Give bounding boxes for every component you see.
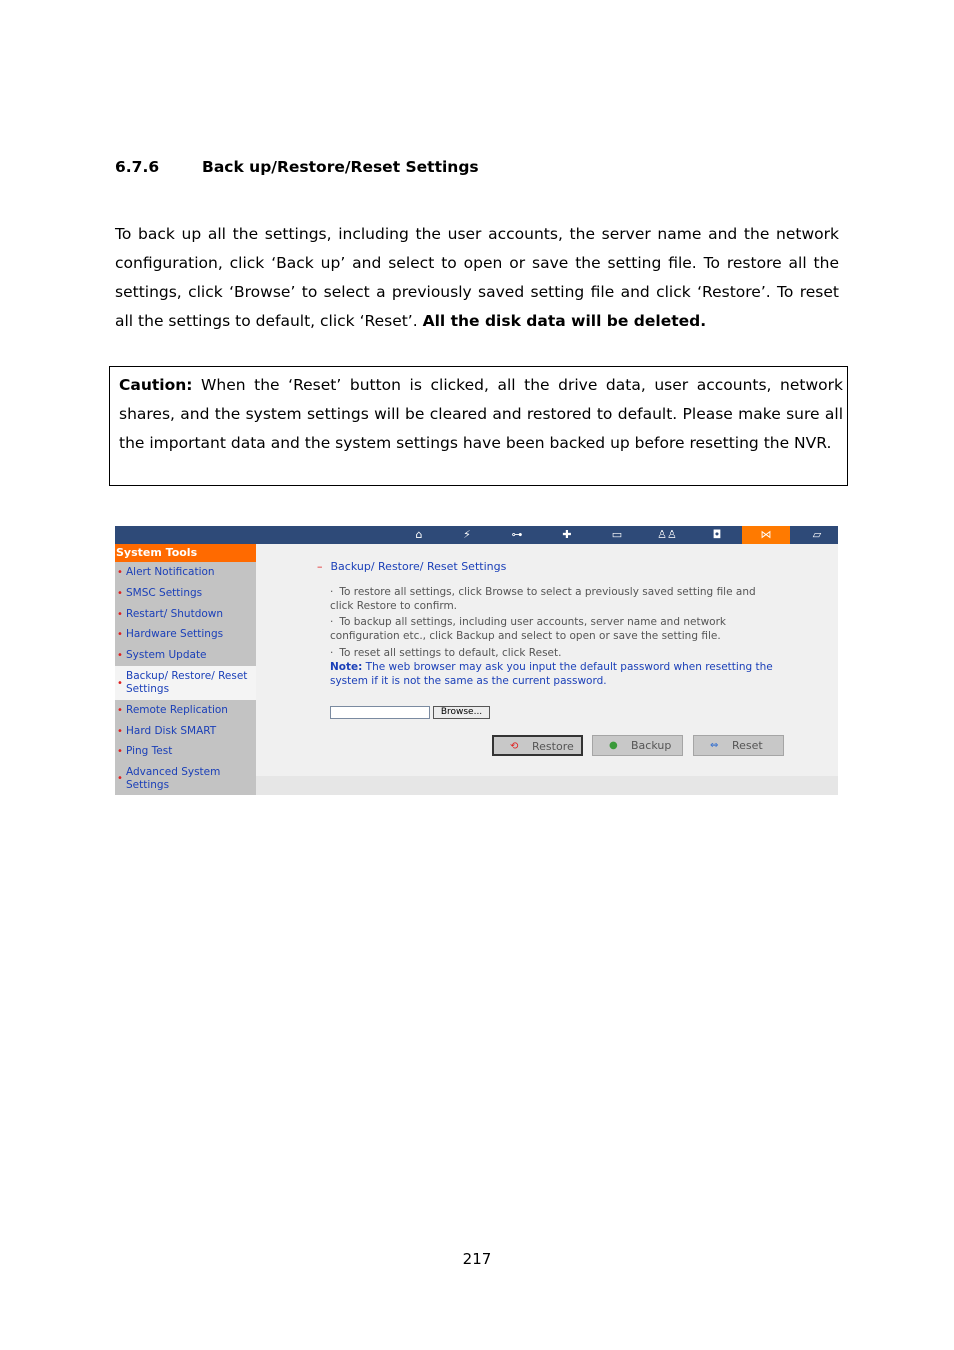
sidebar-item-alert-notification[interactable]: • Alert Notification — [117, 566, 215, 578]
plus-icon[interactable]: ✚ — [562, 528, 572, 541]
sidebar-item-system-update[interactable]: • System Update — [117, 649, 207, 661]
tools-icon[interactable]: ⋈ — [742, 526, 790, 544]
top-toolbar — [115, 526, 838, 544]
browse-button[interactable]: Browse... — [433, 706, 490, 719]
caution-box — [109, 366, 848, 486]
bullet-icon: • — [117, 726, 123, 737]
bullet-icon: • — [117, 678, 123, 689]
intro-paragraph — [115, 220, 839, 336]
bullet-icon: • — [117, 773, 123, 784]
bullet-icon: · — [330, 586, 334, 598]
sidebar-item-remote-replication[interactable]: • Remote Replication — [117, 704, 228, 716]
bullet-icon: · — [330, 616, 334, 628]
disk-icon[interactable]: ▭ — [611, 528, 623, 541]
sidebar-item-advanced-system-settings[interactable]: • Advanced System Settings — [117, 766, 221, 791]
home-icon[interactable]: ⌂ — [415, 528, 423, 541]
sidebar-item-hardware-settings[interactable]: • Hardware Settings — [117, 628, 224, 640]
section-title: Back up/Restore/Reset Settings — [202, 158, 479, 176]
caution-label: Caution: — [119, 376, 193, 394]
network-icon[interactable]: ⊶ — [511, 528, 523, 541]
bullet-icon: • — [117, 609, 123, 620]
monitor-icon[interactable]: ◘ — [712, 528, 722, 541]
sidebar-item-smsc-settings[interactable]: • SMSC Settings — [117, 587, 203, 599]
restore-icon: ⟲ — [510, 741, 519, 752]
sidebar-item-hard-disk-smart[interactable]: • Hard Disk SMART — [117, 725, 217, 737]
backup-icon: ● — [609, 740, 618, 751]
description-bullet-backup: · To backup all settings, including user accounts, server name and network configuration etc., click Backup and select to open or save the setting file. — [330, 616, 726, 642]
caution-text: When the ‘Reset’ button is clicked, all the drive data, user accounts, network shares, and the system settings will be cleared and restored to default. Please make sure all the important data and the system settings have been backed up before resetting the NVR. — [119, 376, 843, 452]
bullet-icon: • — [117, 705, 123, 716]
main-panel-footer — [256, 776, 838, 795]
note-text: Note: The web browser may ask you input the default password when resetting the system if it is not the same as the current password. — [330, 661, 773, 687]
restore-button[interactable]: ⟲ Restore — [492, 735, 583, 756]
reset-icon: ⇔ — [710, 740, 719, 751]
dash-icon: – — [317, 560, 323, 573]
sidebar — [115, 544, 256, 795]
bullet-icon: • — [117, 567, 123, 578]
section-heading — [115, 158, 479, 176]
intro-text: To back up all the settings, including the user accounts, the server name and the network configuration, click ‘Back up’ and select to open or save the setting file. To restore all the settings, click ‘Browse’ to select a previously saved setting file and click ‘Restore’. To reset all the settings to default, click ‘Reset’. — [115, 225, 839, 330]
logout-icon[interactable]: ▱ — [812, 528, 822, 541]
bullet-icon: • — [117, 650, 123, 661]
sidebar-title: System Tools — [115, 544, 256, 562]
sidebar-item-restart-shutdown[interactable]: • Restart/ Shutdown — [117, 608, 224, 620]
bullet-icon: • — [117, 588, 123, 599]
reset-button[interactable]: ⇔ Reset — [693, 735, 784, 756]
section-number: 6.7.6 — [115, 158, 160, 176]
backup-button[interactable]: ● Backup — [592, 735, 683, 756]
file-path-input[interactable] — [330, 706, 430, 719]
description-bullet-reset: · To reset all settings to default, click Reset. — [330, 647, 562, 659]
lightning-icon[interactable]: ⚡ — [463, 528, 471, 541]
settings-screenshot — [115, 526, 838, 795]
page-number: 217 — [462, 1250, 492, 1268]
bullet-icon: • — [117, 746, 123, 757]
bullet-icon: · — [330, 647, 334, 659]
main-panel — [256, 544, 838, 795]
sidebar-item-ping-test[interactable]: • Ping Test — [117, 745, 173, 757]
sidebar-item-backup-restore-reset[interactable]: • Backup/ Restore/ Reset Settings — [115, 666, 256, 700]
bullet-icon: • — [117, 629, 123, 640]
description-bullet-restore: · To restore all settings, click Browse to select a previously saved setting file and click Restore to confirm. — [330, 586, 756, 612]
breadcrumb: – Backup/ Restore/ Reset Settings — [317, 560, 507, 573]
users-icon[interactable]: ♙♙ — [657, 528, 677, 541]
intro-warning: All the disk data will be deleted. — [422, 312, 707, 330]
note-label: Note: — [330, 661, 363, 673]
